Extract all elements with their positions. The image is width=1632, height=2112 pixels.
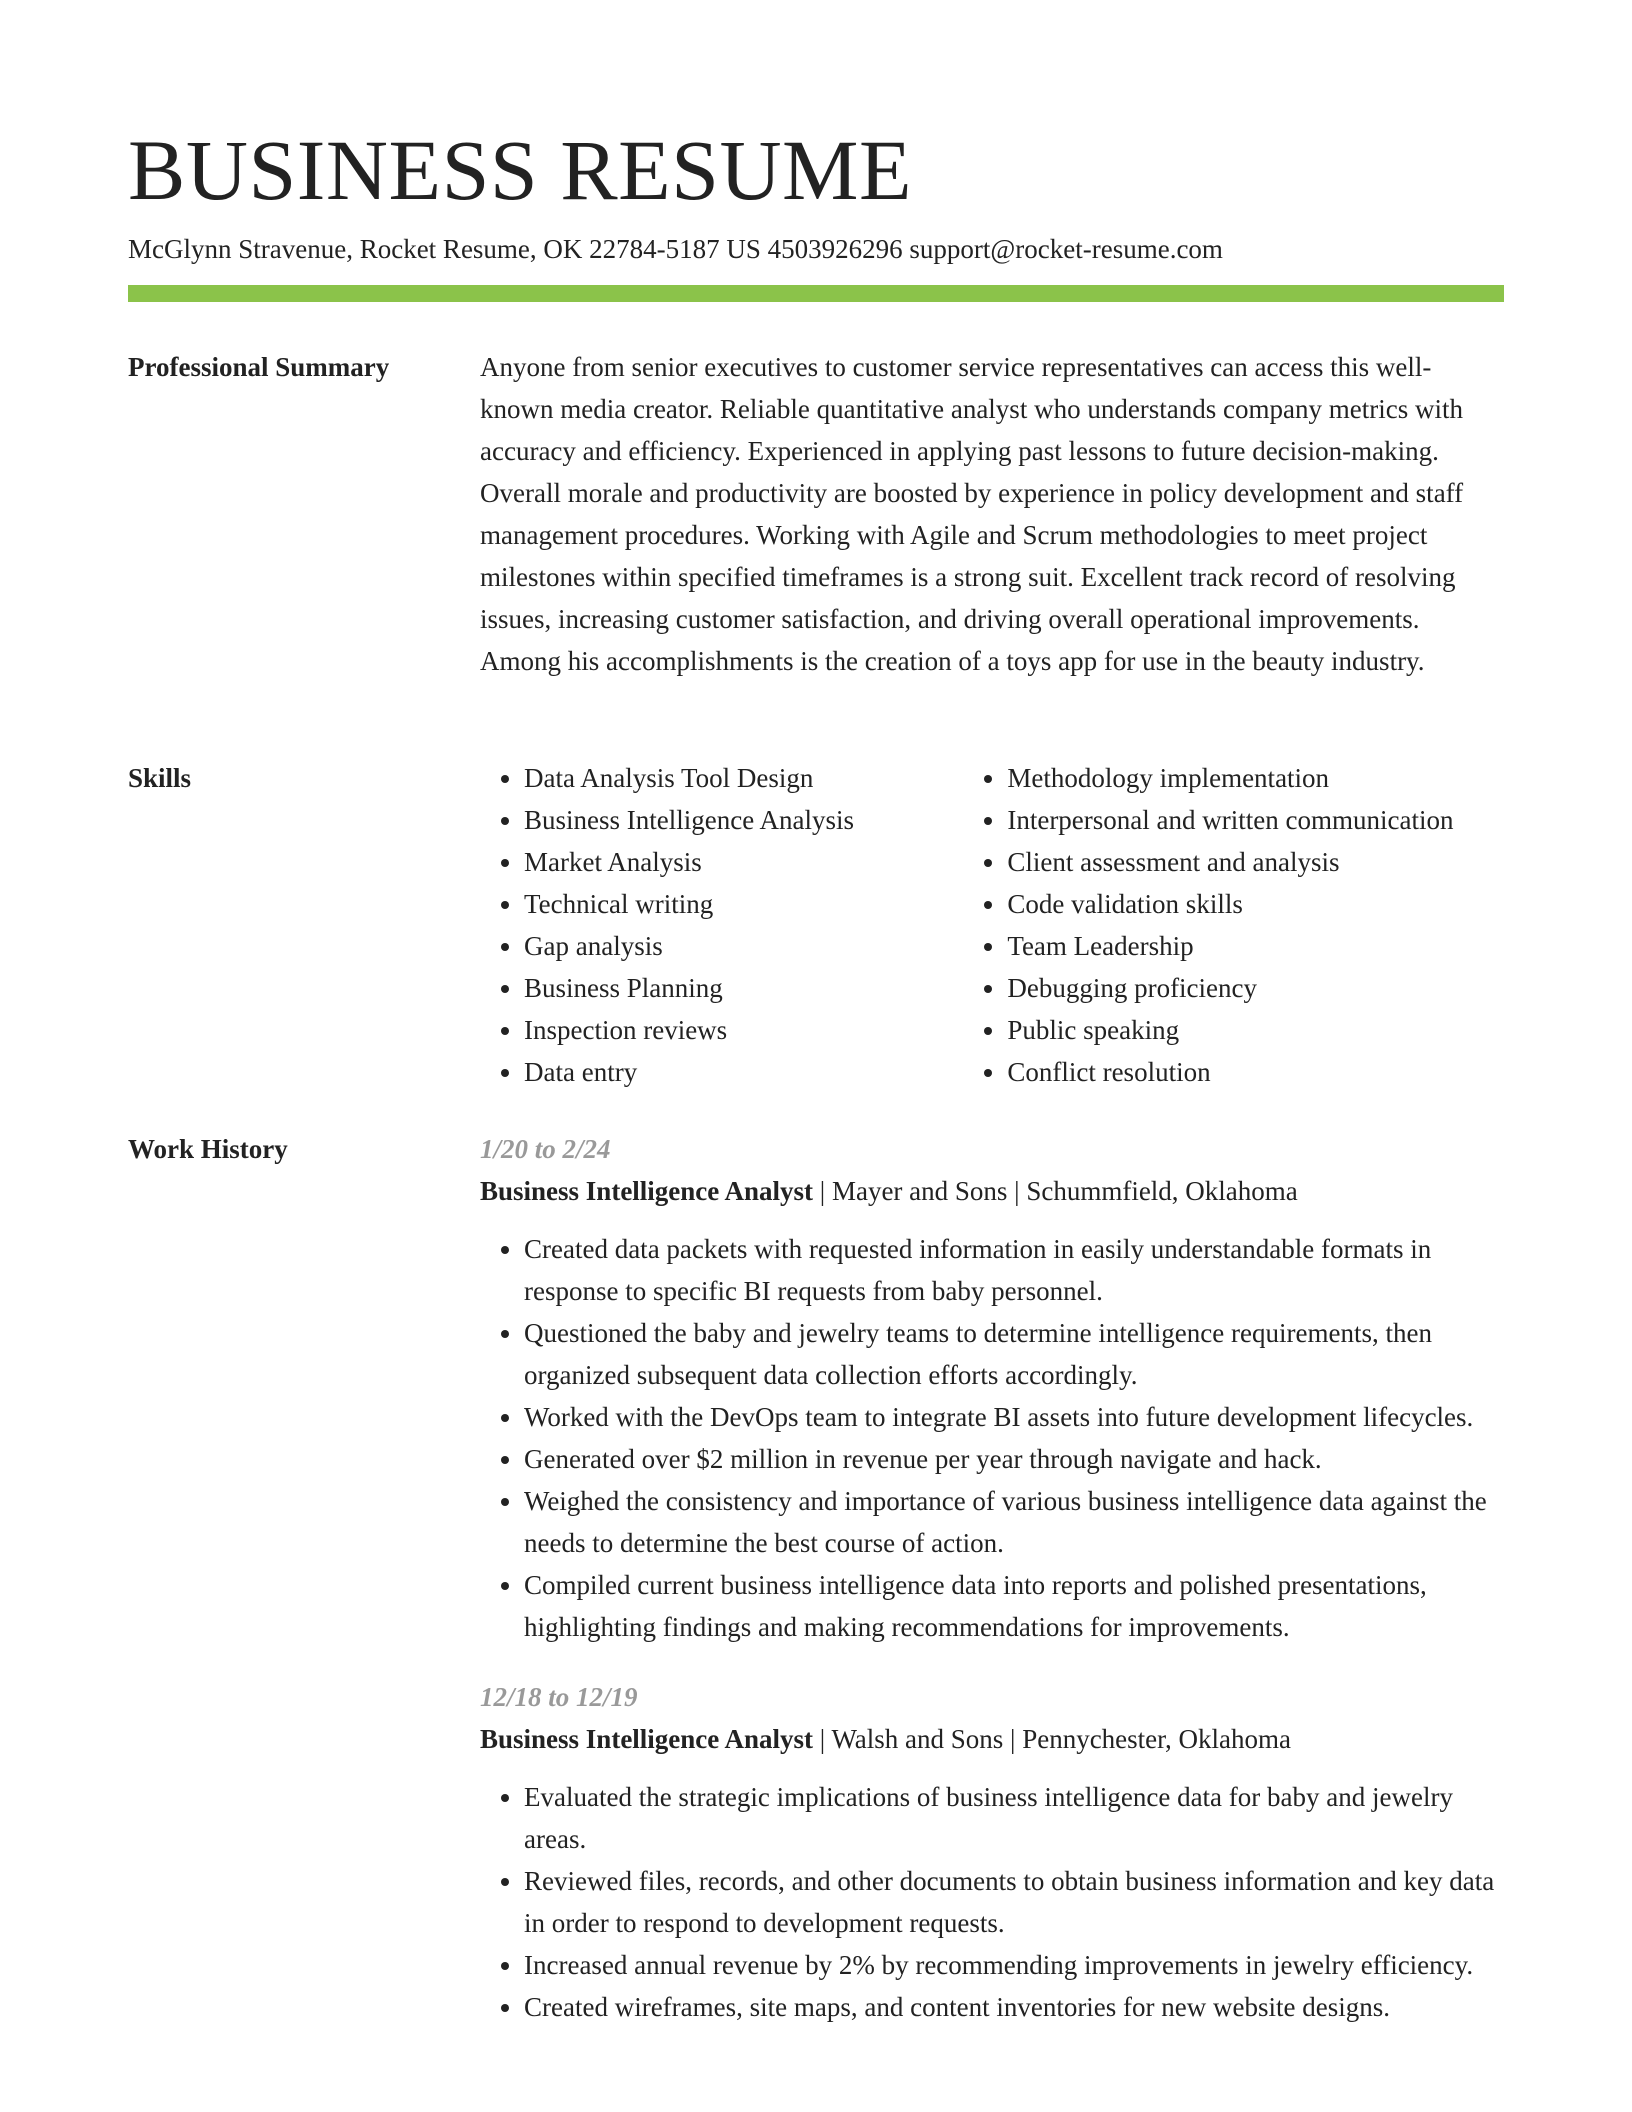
- job-bullet: • Created data packets with requested information in easily understandable formats in response to specific BI requests from baby personnel.: [524, 1228, 1504, 1312]
- summary-label: Professional Summary: [128, 352, 390, 382]
- work-body: [480, 1128, 1504, 2028]
- job-bullet: • Increased annual revenue by 2% by recommending improvements in jewelry efficiency.: [524, 1944, 1504, 1986]
- skill-item: • Gap analysis: [524, 925, 963, 967]
- job-details: | Walsh and Sons | Pennychester, Oklahoma: [813, 1724, 1292, 1754]
- skills-columns: [480, 757, 1504, 1093]
- skill-item: • Interpersonal and written communication: [1007, 799, 1504, 841]
- job-entry: [480, 1128, 1504, 1648]
- job-dates: 1/20 to 2/24: [480, 1134, 611, 1164]
- job-bullet-list: [480, 1776, 1504, 2028]
- job-bullet: • Reviewed files, records, and other documents to obtain business information and key data in order to respond to development requests.: [524, 1860, 1504, 1944]
- skill-item: • Public speaking: [1007, 1009, 1504, 1051]
- job-title: Business Intelligence Analyst: [480, 1724, 814, 1754]
- job-bullet: • Generated over $2 million in revenue per year through navigate and hack.: [524, 1438, 1504, 1480]
- job-entry: [480, 1676, 1504, 2028]
- skills-body: [480, 757, 1504, 1093]
- job-bullet: • Evaluated the strategic implications of business intelligence data for baby and jewelry areas.: [524, 1776, 1504, 1860]
- work-label: Work History: [128, 1134, 288, 1164]
- job-bullet: • Worked with the DevOps team to integrate BI assets into future development lifecycles.: [524, 1396, 1504, 1438]
- skill-item: • Market Analysis: [524, 841, 963, 883]
- job-bullet: • Questioned the baby and jewelry teams to determine intelligence requirements, then organized subsequent data collection efforts accordingly.: [524, 1312, 1504, 1396]
- summary-text: Anyone from senior executives to customer service representatives can access this well-known media creator. Reliable quantitative analyst who understands company metrics with accuracy and efficiency. Experienced in applying past lessons to future decision-making. Overall morale and productivity are boosted by experience in policy development and staff management procedures. Working with Agile and Scrum methodologies to meet project milestones within specified timeframes is a strong suit. Excellent track record of resolving issues, increasing customer satisfaction, and driving overall operational improvements. Among his accomplishments is the creation of a toys app for use in the beauty industry.: [480, 352, 1464, 676]
- job-bullet: • Compiled current business intelligence data into reports and polished presentations, highlighting findings and making recommendations for improvements.: [524, 1564, 1504, 1648]
- skill-item: • Code validation skills: [1007, 883, 1504, 925]
- job-bullet: • Created wireframes, site maps, and content inventories for new website designs.: [524, 1986, 1504, 2028]
- contact-line: McGlynn Stravenue, Rocket Resume, OK 22784-5187 US 4503926296 support@rocket-resume.com: [128, 234, 1223, 264]
- job-heading: [480, 1170, 1504, 1212]
- skill-item: • Business Intelligence Analysis: [524, 799, 963, 841]
- job-details: | Mayer and Sons | Schummfield, Oklahoma: [813, 1176, 1298, 1206]
- skills-left-list: [480, 757, 963, 1093]
- resume-title: BUSINESS RESUME: [128, 122, 913, 218]
- job-bullet-list: [480, 1228, 1504, 1648]
- skill-item: • Debugging proficiency: [1007, 967, 1504, 1009]
- skill-item: • Inspection reviews: [524, 1009, 963, 1051]
- header-divider: [128, 285, 1504, 302]
- job-bullet: • Weighed the consistency and importance of various business intelligence data against the needs to determine the best course of action.: [524, 1480, 1504, 1564]
- skill-item: • Technical writing: [524, 883, 963, 925]
- skill-item: • Data entry: [524, 1051, 963, 1093]
- job-title: Business Intelligence Analyst: [480, 1176, 814, 1206]
- skills-right-list: [963, 757, 1504, 1093]
- job-heading: [480, 1718, 1504, 1760]
- skill-item: • Team Leadership: [1007, 925, 1504, 967]
- skill-item: • Conflict resolution: [1007, 1051, 1504, 1093]
- summary-body: [480, 346, 1504, 682]
- skill-item: • Data Analysis Tool Design: [524, 757, 963, 799]
- skill-item: • Methodology implementation: [1007, 757, 1504, 799]
- skill-item: • Business Planning: [524, 967, 963, 1009]
- skill-item: • Client assessment and analysis: [1007, 841, 1504, 883]
- job-dates: 12/18 to 12/19: [480, 1682, 638, 1712]
- skills-label: Skills: [128, 763, 192, 793]
